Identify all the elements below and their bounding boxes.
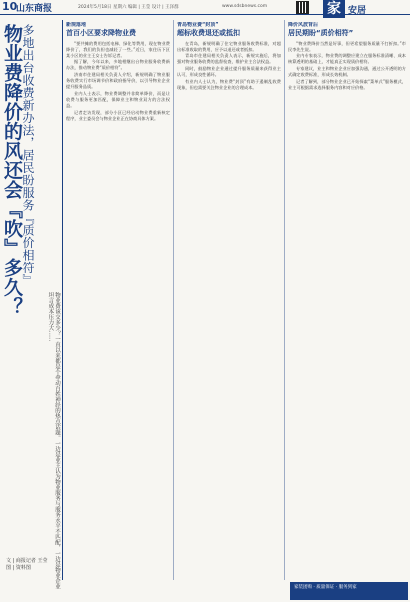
article-column-2 [177, 22, 281, 580]
paragraph: 专家建议，业主和物业企业应加强沟通，通过公开透明的方式确定收费标准，形成长效机制。 [288, 65, 406, 77]
paragraph: 记者走访发现，部分小区已经启动物业费重新核定程序，业主委员会与物业企业正在协商具体方案。 [66, 109, 170, 121]
article-column-3 [288, 22, 406, 578]
site-url[interactable]: www.sdsbnews.com [222, 4, 268, 9]
column-divider [173, 20, 174, 580]
subhead-title: 超标收费退还或抵扣 [177, 29, 240, 37]
column-divider [62, 20, 63, 580]
paragraph: 业内人士表示，物业费调整并非简单降价，而是让收费与服务更加匹配，保障业主和物业双方的合法权益。 [66, 90, 170, 108]
qr-code-icon[interactable] [296, 1, 309, 14]
byline: 文 | 商报记者 王莹 图 | 资料图 [6, 558, 48, 571]
subhead-kicker: 降价风波背后 [288, 22, 319, 28]
paragraph: 据了解，今年以来，多地相继出台物业服务收费新办法，推动物业费“质价相符”。 [66, 59, 170, 71]
paragraph: 济南市住建局相关负责人介绍，新规明确了物业服务收费实行市场调节价和政府指导价，以引导物业企业提升服务品质。 [66, 71, 170, 90]
editorial-lead: 物业费该交多少？一直以来都是个牵动百姓神经的热点话题。一边是业主认为物业服务与服务水平不匹配，一边是物业企业坦言成本压力大…… [47, 292, 60, 589]
paragraph: 有业内人士认为，物业费“封顶”有助于遏制乱收费现象，但也需要关注物业企业的合理成本。 [177, 78, 281, 90]
paragraph: 记者了解到，部分物业企业已开始探索“菜单式”服务模式，业主可根据需求选择服务内容和对应价格。 [288, 78, 406, 90]
paragraph: 同时，鼓励物业企业通过提升服务质量来获得业主认可，形成良性循环。 [177, 65, 281, 77]
column-divider [284, 20, 285, 580]
paragraph: 在青岛，新规明确了住宅物业服务收费标准，对超出标准收取的费用，应予以退还或者抵扣。 [177, 40, 281, 52]
headline-sidebar [0, 18, 48, 602]
article-column-1 [66, 22, 170, 580]
subhead-title: 居民期盼“质价相符” [288, 29, 354, 37]
paper-name: 山东商报 [16, 4, 53, 14]
section-name: 安居 [348, 6, 367, 16]
paragraph: 业内专家表示，物业费的调整应建立在服务标准清晰、成本核算透明的基础上，才能真正实现质价相符。 [288, 53, 406, 65]
page-number: 10 [2, 0, 18, 13]
footer-ad[interactable]: 家装团购 · 质量保证 · 服务到家 [290, 582, 408, 600]
paragraph: 青岛市住建局相关负责人表示，新规实施后，将加强对物业服务收费的监督检查，维护业主合法权益。 [177, 53, 281, 65]
issue-meta: 2024年5月18日 星期六 编辑 | 王莹 设计 | 王泽群 [78, 5, 179, 10]
page-header [0, 0, 410, 15]
subhead-title: 首百小区要求降物业费 [66, 29, 136, 37]
section-mark: 家 [323, 0, 345, 18]
headline-kicker: 多地出台收费新办法，居民盼服务『质价相符』 [21, 24, 35, 287]
paragraph: “要共摊的费用包括电梯、绿化等费用，现在物业费降价了，我们的负担也减轻了一些。”近日，家住历下区某小区的业主王女士告诉记者。 [66, 40, 170, 58]
subhead-kicker: 新规落地 [66, 22, 87, 28]
subhead-kicker: 青岛物业费“封顶” [177, 22, 219, 28]
main-headline: 物业费降价的风还会『吹』多久？ [1, 24, 23, 317]
paragraph: “物业费降价当然是好事，但更希望服务质量不打折扣。”市民李先生说。 [288, 40, 406, 52]
